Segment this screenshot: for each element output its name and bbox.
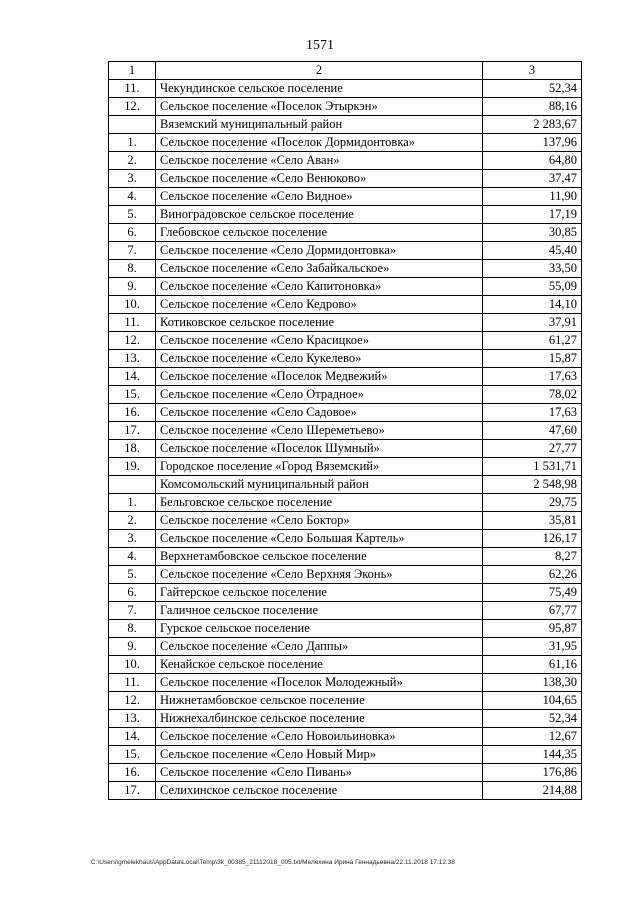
row-name: Селихинское сельское поселение <box>156 782 483 800</box>
row-number: 11. <box>109 314 156 332</box>
row-value: 31,95 <box>483 638 582 656</box>
table-row <box>109 764 582 782</box>
row-name: Сельское поселение «Село Большая Картель» <box>156 530 483 548</box>
row-value: 138,30 <box>483 674 582 692</box>
row-name: Сельское поселение «Село Отрадное» <box>156 386 483 404</box>
row-name: Сельское поселение «Село Видное» <box>156 188 483 206</box>
row-value: 2 548,98 <box>483 476 582 494</box>
row-name: Галичное сельское поселение <box>156 602 483 620</box>
row-value: 64,80 <box>483 152 582 170</box>
row-number: 5. <box>109 566 156 584</box>
row-name: Сельское поселение «Село Забайкальское» <box>156 260 483 278</box>
row-name: Глебовское сельское поселение <box>156 224 483 242</box>
row-number: 6. <box>109 224 156 242</box>
table-row <box>109 782 582 800</box>
table-row <box>109 422 582 440</box>
row-number: 10. <box>109 296 156 314</box>
row-value: 137,96 <box>483 134 582 152</box>
table-row <box>109 692 582 710</box>
row-value: 11,90 <box>483 188 582 206</box>
row-value: 61,27 <box>483 332 582 350</box>
row-value: 55,09 <box>483 278 582 296</box>
row-number: 12. <box>109 332 156 350</box>
row-value: 14,10 <box>483 296 582 314</box>
row-name: Сельское поселение «Село Венюково» <box>156 170 483 188</box>
row-name: Сельское поселение «Село Кедрово» <box>156 296 483 314</box>
table-row <box>109 602 582 620</box>
table-row <box>109 566 582 584</box>
row-value: 1 531,71 <box>483 458 582 476</box>
table-header-row <box>109 62 582 80</box>
row-number: 12. <box>109 692 156 710</box>
table-row <box>109 674 582 692</box>
header-col-1: 1 <box>109 62 156 80</box>
row-number: 8. <box>109 260 156 278</box>
row-number: 3. <box>109 170 156 188</box>
row-number: 14. <box>109 728 156 746</box>
row-name: Гайтерское сельское поселение <box>156 584 483 602</box>
row-number: 1. <box>109 134 156 152</box>
row-name: Бельговское сельское поселение <box>156 494 483 512</box>
row-value: 29,75 <box>483 494 582 512</box>
row-number: 9. <box>109 278 156 296</box>
row-number: 14. <box>109 368 156 386</box>
table-row <box>109 134 582 152</box>
row-name: Сельское поселение «Поселок Шумный» <box>156 440 483 458</box>
row-value: 62,26 <box>483 566 582 584</box>
row-name: Комсомольский муниципальный район <box>156 476 483 494</box>
data-table <box>108 61 582 800</box>
row-name: Чекундинское сельское поселение <box>156 80 483 98</box>
row-name: Виноградовское сельское поселение <box>156 206 483 224</box>
row-value: 78,02 <box>483 386 582 404</box>
table-row <box>109 656 582 674</box>
row-name: Сельское поселение «Село Даппы» <box>156 638 483 656</box>
table-row <box>109 98 582 116</box>
row-value: 8,27 <box>483 548 582 566</box>
row-value: 17,63 <box>483 404 582 422</box>
row-value: 75,49 <box>483 584 582 602</box>
table-row <box>109 548 582 566</box>
table-row <box>109 260 582 278</box>
row-value: 95,87 <box>483 620 582 638</box>
row-number: 15. <box>109 386 156 404</box>
row-value: 104,65 <box>483 692 582 710</box>
row-value: 2 283,67 <box>483 116 582 134</box>
row-name: Сельское поселение «Поселок Дормидонтовка» <box>156 134 483 152</box>
table-row <box>109 332 582 350</box>
row-number: 7. <box>109 602 156 620</box>
row-number: 1. <box>109 494 156 512</box>
table-row <box>109 242 582 260</box>
table-row <box>109 494 582 512</box>
row-name: Сельское поселение «Село Красицкое» <box>156 332 483 350</box>
table-row <box>109 638 582 656</box>
row-name: Вяземский муниципальный район <box>156 116 483 134</box>
table-row <box>109 314 582 332</box>
table-row <box>109 458 582 476</box>
table-row <box>109 170 582 188</box>
row-number: 12. <box>109 98 156 116</box>
table-row <box>109 710 582 728</box>
row-number: 19. <box>109 458 156 476</box>
row-name: Сельское поселение «Село Капитоновка» <box>156 278 483 296</box>
row-value: 37,91 <box>483 314 582 332</box>
row-number <box>109 476 156 494</box>
row-number: 16. <box>109 404 156 422</box>
row-number: 16. <box>109 764 156 782</box>
row-value: 27,77 <box>483 440 582 458</box>
row-value: 37,47 <box>483 170 582 188</box>
table-row <box>109 152 582 170</box>
row-number: 10. <box>109 656 156 674</box>
row-number: 7. <box>109 242 156 260</box>
row-number: 18. <box>109 440 156 458</box>
row-value: 47,60 <box>483 422 582 440</box>
row-name: Сельское поселение «Поселок Этыркэн» <box>156 98 483 116</box>
table-row <box>109 512 582 530</box>
row-value: 12,67 <box>483 728 582 746</box>
row-name: Сельское поселение «Село Кукелево» <box>156 350 483 368</box>
row-number: 17. <box>109 422 156 440</box>
table-row <box>109 296 582 314</box>
row-number: 3. <box>109 530 156 548</box>
row-value: 214,88 <box>483 782 582 800</box>
row-name: Сельское поселение «Село Верхняя Эконь» <box>156 566 483 584</box>
row-number: 5. <box>109 206 156 224</box>
row-name: Сельское поселение «Село Шереметьево» <box>156 422 483 440</box>
table-row <box>109 206 582 224</box>
table-row <box>109 350 582 368</box>
row-number: 2. <box>109 152 156 170</box>
row-value: 52,34 <box>483 80 582 98</box>
page-number: 1571 <box>306 38 334 53</box>
table-row <box>109 278 582 296</box>
row-name: Гурское сельское поселение <box>156 620 483 638</box>
header-col-3: 3 <box>483 62 582 80</box>
row-number <box>109 116 156 134</box>
table-row <box>109 368 582 386</box>
row-name: Сельское поселение «Село Новый Мир» <box>156 746 483 764</box>
row-value: 61,16 <box>483 656 582 674</box>
table-row <box>109 728 582 746</box>
row-number: 11. <box>109 674 156 692</box>
row-value: 126,17 <box>483 530 582 548</box>
row-value: 45,40 <box>483 242 582 260</box>
row-name: Сельское поселение «Село Боктор» <box>156 512 483 530</box>
table-row <box>109 116 582 134</box>
row-name: Сельское поселение «Село Дормидонтовка» <box>156 242 483 260</box>
row-number: 4. <box>109 548 156 566</box>
row-number: 8. <box>109 620 156 638</box>
row-name: Котиковское сельское поселение <box>156 314 483 332</box>
row-value: 144,35 <box>483 746 582 764</box>
row-name: Нижнетамбовское сельское поселение <box>156 692 483 710</box>
row-name: Верхнетамбовское сельское поселение <box>156 548 483 566</box>
table-row <box>109 80 582 98</box>
row-name: Сельское поселение «Село Аван» <box>156 152 483 170</box>
row-number: 6. <box>109 584 156 602</box>
row-value: 30,85 <box>483 224 582 242</box>
table-row <box>109 188 582 206</box>
row-number: 17. <box>109 782 156 800</box>
row-value: 35,81 <box>483 512 582 530</box>
row-name: Городское поселение «Город Вяземский» <box>156 458 483 476</box>
row-value: 88,16 <box>483 98 582 116</box>
row-number: 4. <box>109 188 156 206</box>
table-row <box>109 584 582 602</box>
row-name: Кенайское сельское поселение <box>156 656 483 674</box>
row-number: 13. <box>109 710 156 728</box>
row-value: 17,63 <box>483 368 582 386</box>
file-path-footer: C:\Users\gmelekhaus\AppData\Local\Temp\3k_00385_21112018_005.txt/Мелехина Ирина Геннадьевна/22.11.2018 17:12:38 <box>91 859 456 866</box>
table-row <box>109 224 582 242</box>
row-name: Сельское поселение «Село Новоильиновка» <box>156 728 483 746</box>
row-name: Сельское поселение «Поселок Медвежий» <box>156 368 483 386</box>
row-number: 13. <box>109 350 156 368</box>
row-name: Сельское поселение «Село Пивань» <box>156 764 483 782</box>
row-value: 67,77 <box>483 602 582 620</box>
table-row <box>109 530 582 548</box>
table-row <box>109 476 582 494</box>
row-name: Нижнехалбинское сельское поселение <box>156 710 483 728</box>
row-value: 17,19 <box>483 206 582 224</box>
row-name: Сельское поселение «Поселок Молодежный» <box>156 674 483 692</box>
row-number: 15. <box>109 746 156 764</box>
table-row <box>109 440 582 458</box>
row-value: 15,87 <box>483 350 582 368</box>
row-number: 9. <box>109 638 156 656</box>
header-col-2: 2 <box>156 62 483 80</box>
row-number: 11. <box>109 80 156 98</box>
table-row <box>109 404 582 422</box>
table-row <box>109 386 582 404</box>
row-number: 2. <box>109 512 156 530</box>
row-value: 176,86 <box>483 764 582 782</box>
row-value: 52,34 <box>483 710 582 728</box>
row-name: Сельское поселение «Село Садовое» <box>156 404 483 422</box>
row-value: 33,50 <box>483 260 582 278</box>
table-row <box>109 746 582 764</box>
table-row <box>109 620 582 638</box>
